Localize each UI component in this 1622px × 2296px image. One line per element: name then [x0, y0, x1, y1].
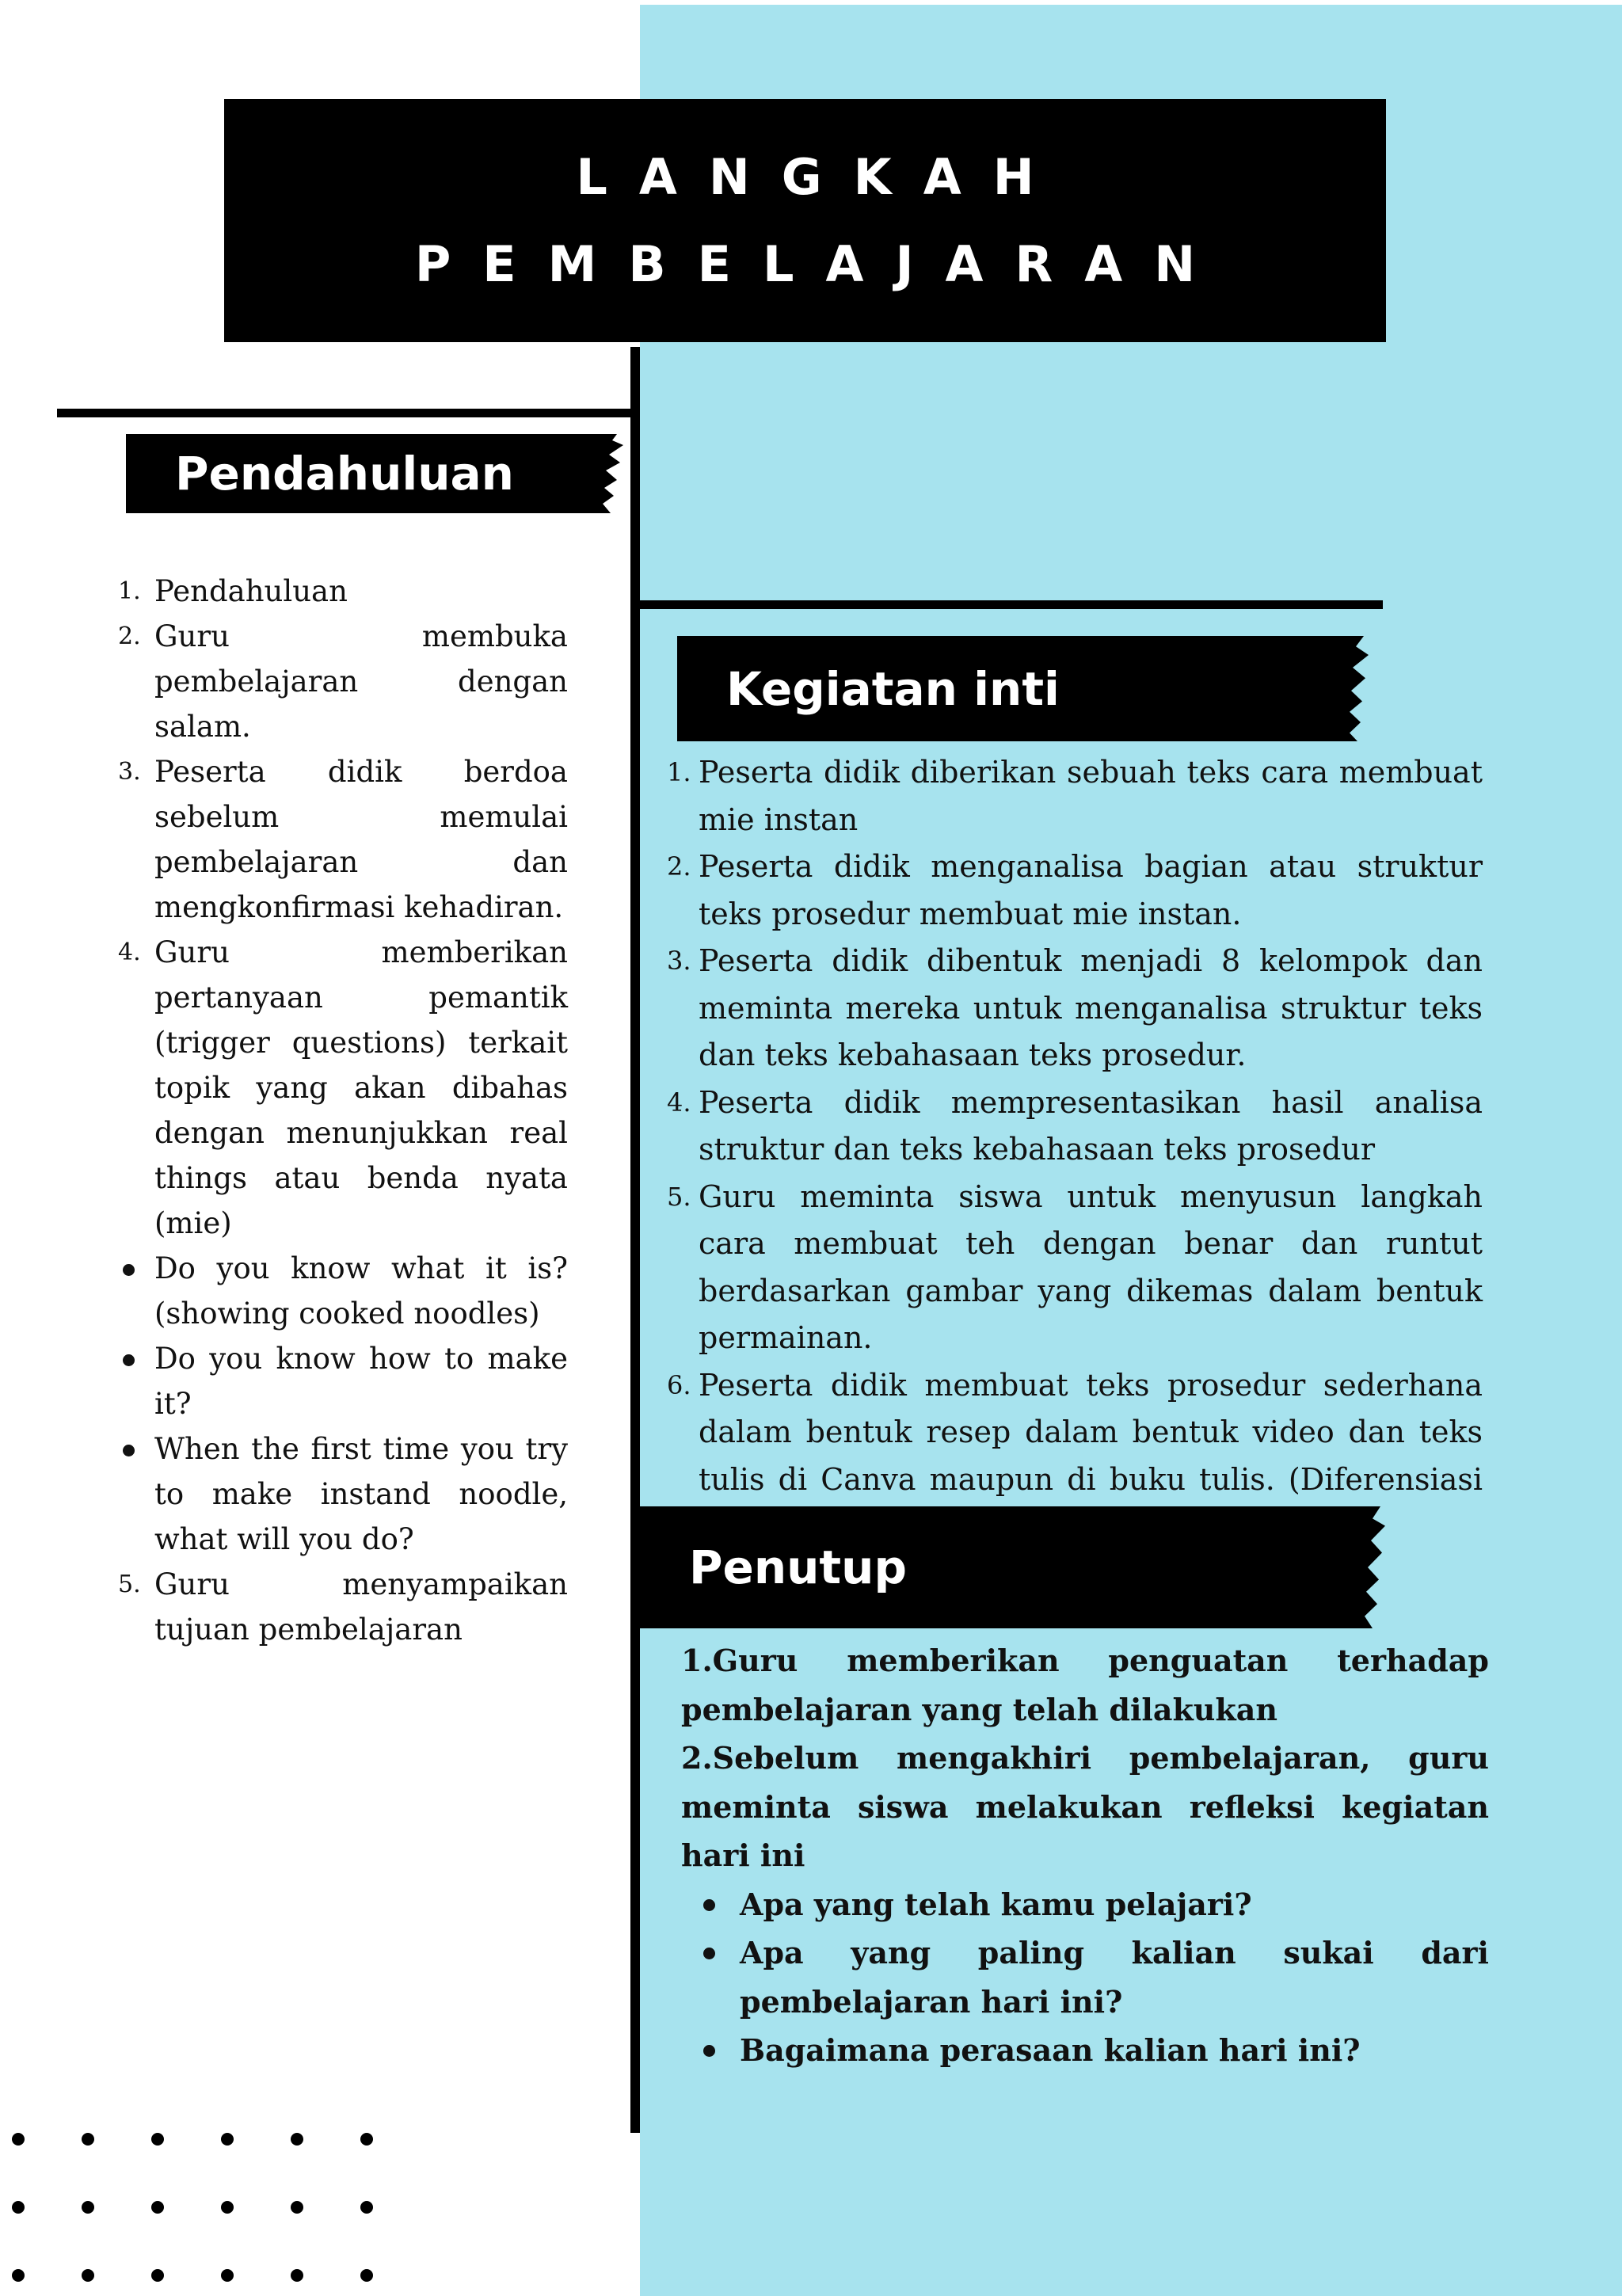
list-item: 2. Guru membuka pembelajaran dengan salam. — [118, 619, 568, 744]
decorative-dot — [82, 2269, 94, 2282]
decorative-dot — [221, 2133, 234, 2146]
decorative-dot — [291, 2269, 303, 2282]
pendahuluan-banner — [126, 434, 593, 513]
list-item-bullet: Apa yang paling kalian sukai dari pembelajaran hari ini? — [681, 1929, 1489, 2026]
penutup-heading: Penutup — [689, 1540, 907, 1594]
bullet-icon — [123, 1354, 135, 1366]
torn-edge-icon — [1329, 636, 1376, 741]
list-item: 6. Peserta didik membuat teks prosedur sederhana dalam bentuk resep dalam bentuk video dan teks tulis di Canva maupun di buku tulis. (Diferensiasi — [667, 1367, 1483, 1497]
decorative-dot — [221, 2201, 234, 2214]
decorative-dot — [360, 2133, 373, 2146]
decorative-dot — [12, 2133, 25, 2146]
list-item-bullet: When the first time you try to make instand noodle, what will you do? — [154, 1426, 568, 1562]
bullet-icon — [123, 1445, 135, 1456]
penutup-paragraph: 2.Sebelum mengakhiri pembelajaran, guru meminta siswa melakukan refleksi kegiatan hari ini — [681, 1740, 1489, 1873]
list-item: 5. Guru menyampaikan tujuan pembelajaran — [118, 1567, 568, 1647]
decorative-dot — [82, 2201, 94, 2214]
title-line-2: PEMBELAJARAN — [414, 234, 1228, 293]
decorative-dot — [221, 2269, 234, 2282]
decorative-dot — [151, 2201, 164, 2214]
penutup-banner — [640, 1506, 1357, 1628]
vertical-divider — [630, 347, 640, 2133]
list-item-bullet: Do you know what it is? (showing cooked noodles) — [154, 1246, 568, 1336]
list-item: 4. Guru memberikan pertanyaan pemantik (trigger questions) terkait topik yang akan dibahas dengan menunjukkan real things atau benda nyata (mie) — [118, 935, 568, 1240]
decorative-dot — [291, 2201, 303, 2214]
decorative-dot-grid — [12, 2133, 384, 2296]
decorative-dot — [151, 2269, 164, 2282]
torn-edge-icon — [1349, 1506, 1396, 1628]
horizontal-divider-left — [57, 409, 630, 417]
list-item: 1. Pendahuluan — [118, 574, 348, 608]
decorative-dot — [12, 2201, 25, 2214]
list-item: 4. Peserta didik mempresentasikan hasil analisa struktur dan teks kebahasaan teks prosedur — [667, 1084, 1483, 1167]
list-item: 5. Guru meminta siswa untuk menyusun langkah cara membuat teh dengan benar dan runtut berdasarkan gambar yang dikemas dalam bentuk permainan. — [667, 1178, 1483, 1355]
torn-edge-icon — [585, 434, 633, 513]
penutup-bullet-list — [681, 1880, 1489, 2075]
list-item: 1. Peserta didik diberikan sebuah teks cara membuat mie instan — [667, 755, 1483, 837]
penutup-content — [681, 1636, 1489, 2075]
bullet-icon — [703, 2045, 715, 2057]
bullet-icon — [703, 1899, 715, 1911]
list-item-bullet: Do you know how to make it? — [154, 1336, 568, 1426]
pendahuluan-heading: Pendahuluan — [175, 447, 514, 501]
decorative-dot — [291, 2133, 303, 2146]
decorative-dot — [360, 2269, 373, 2282]
bullet-icon — [703, 1948, 715, 1959]
decorative-dot — [151, 2133, 164, 2146]
horizontal-divider-right — [640, 600, 1383, 609]
decorative-dot — [12, 2269, 25, 2282]
decorative-dot — [360, 2201, 373, 2214]
list-item: 2. Peserta didik menganalisa bagian atau struktur teks prosedur membuat mie instan. — [667, 849, 1483, 931]
kegiatan-inti-list — [667, 749, 1483, 1551]
kegiatan-inti-banner — [677, 636, 1337, 741]
penutup-paragraph: 1.Guru memberikan penguatan terhadap pembelajaran yang telah dilakukan — [681, 1643, 1489, 1727]
bullet-icon — [123, 1264, 135, 1276]
list-item-bullet: Bagaimana perasaan kalian hari ini? — [681, 2026, 1489, 2075]
title-line-1: LANGKAH — [576, 147, 1066, 206]
title-banner — [224, 99, 1386, 342]
pendahuluan-list — [118, 569, 568, 1652]
decorative-dot — [82, 2133, 94, 2146]
kegiatan-inti-heading: Kegiatan inti — [726, 661, 1060, 716]
list-item: 3. Peserta didik berdoa sebelum memulai pembelajaran dan mengkonfirmasi kehadiran. — [118, 755, 568, 924]
list-item-bullet: Apa yang telah kamu pelajari? — [681, 1880, 1489, 1929]
list-item: 3. Peserta didik dibentuk menjadi 8 kelompok dan meminta mereka untuk menganalisa struktur teks dan teks kebahasaan teks prosedur. — [667, 943, 1483, 1072]
